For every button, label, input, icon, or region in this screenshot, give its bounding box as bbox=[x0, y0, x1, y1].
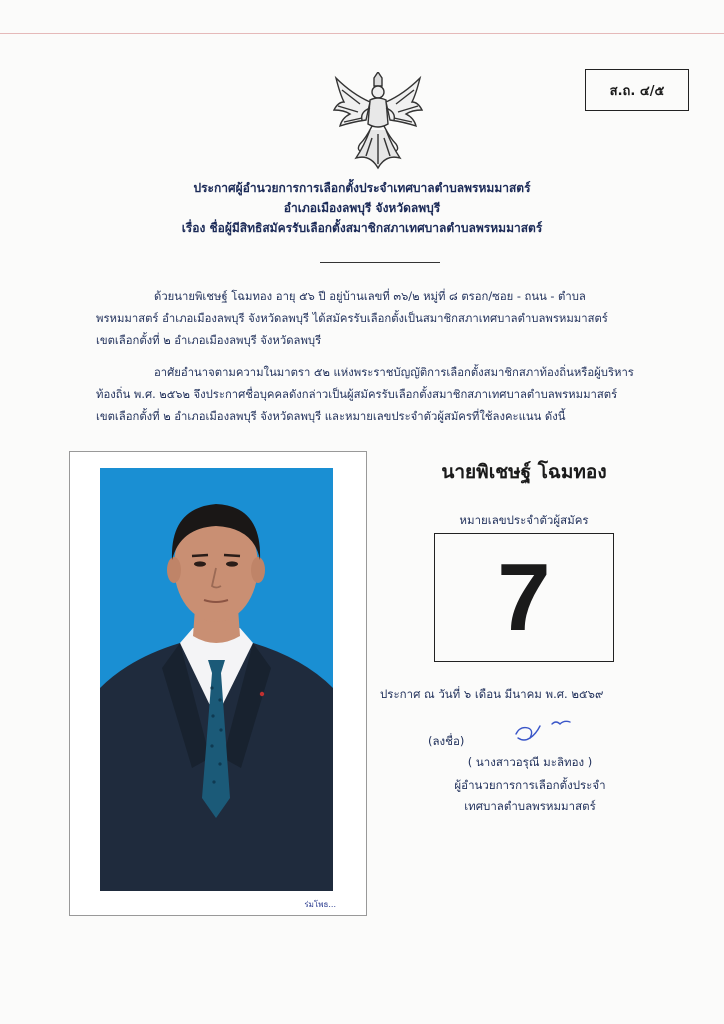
signer-name: ( นางสาวอรุณี มะลิทอง ) bbox=[467, 755, 593, 769]
paragraph-applicant bbox=[96, 286, 636, 352]
candidate-name: นายพิเชษฐ์ โฉมทอง bbox=[441, 461, 607, 483]
candidate-photo-frame bbox=[69, 451, 367, 916]
signature-label: (ลงชื่อ) bbox=[428, 734, 465, 748]
paragraph2-line2: ท้องถิ่น พ.ศ. ๒๕๖๒ จึงประกาศชื่อบุคคลดังกล่าวเป็นผู้สมัครรับเลือกตั้งสมาชิกสภาเทศบาลตำบลพรหมมาสตร์ bbox=[96, 388, 618, 401]
top-rule bbox=[0, 33, 724, 34]
signer-title-line1: ผู้อำนวยการการเลือกตั้งประจำ bbox=[454, 778, 606, 792]
handwritten-signature bbox=[510, 716, 590, 746]
paragraph1-line1: ด้วยนายพิเชษฐ์ โฉมทอง อายุ ๕๖ ปี อยู่บ้านเลขที่ ๓๖/๒ หมู่ที่ ๘ ตรอก/ซอย - ถนน - ตำบล bbox=[154, 290, 586, 303]
paragraph-authority bbox=[96, 362, 636, 428]
form-code: ส.ถ. ๔/๕ bbox=[609, 83, 665, 99]
paragraph2-line3: เขตเลือกตั้งที่ ๒ อำเภอเมืองลพบุรี จังหวัดลพบุรี และหมายเลขประจำตัวผู้สมัครที่ใช้ลงคะแนน ดังนี้ bbox=[96, 410, 566, 423]
candidate-photo bbox=[100, 468, 333, 891]
header-line-1: ประกาศผู้อำนวยการการเลือกตั้งประจำเทศบาลตำบลพรหมมาสตร์ bbox=[193, 181, 531, 195]
header-line-2: อำเภอเมืองลพบุรี จังหวัดลพบุรี bbox=[283, 201, 441, 215]
candidate-number: 7 bbox=[497, 543, 551, 651]
signer-title-line2: เทศบาลตำบลพรหมมาสตร์ bbox=[464, 799, 596, 813]
header-divider bbox=[320, 262, 440, 263]
photo-note: ร่มโพธ... bbox=[304, 900, 336, 909]
announcement-header bbox=[0, 178, 724, 238]
candidate-number-box bbox=[434, 533, 614, 662]
paragraph1-line3: เขตเลือกตั้งที่ ๒ อำเภอเมืองลพบุรี จังหวัดลพบุรี bbox=[96, 334, 322, 347]
candidate-number-label: หมายเลขประจำตัวผู้สมัคร bbox=[459, 513, 589, 527]
garuda-emblem-icon bbox=[330, 72, 426, 172]
header-line-3: เรื่อง ชื่อผู้มีสิทธิสมัครรับเลือกตั้งสมาชิกสภาเทศบาลตำบลพรหมมาสตร์ bbox=[181, 221, 543, 235]
paragraph2-line1: อาศัยอำนาจตามความในมาตรา ๕๒ แห่งพระราชบัญญัติการเลือกตั้งสมาชิกสภาท้องถิ่นหรือผู้บริหาร bbox=[154, 366, 634, 379]
paragraph1-line2: พรหมมาสตร์ อำเภอเมืองลพบุรี จังหวัดลพบุรี ได้สมัครรับเลือกตั้งเป็นสมาชิกสภาเทศบาลตำบลพรหมมาสตร์ bbox=[96, 312, 608, 325]
signer-title bbox=[380, 775, 680, 817]
form-code-box bbox=[585, 69, 689, 111]
announcement-date: ประกาศ ณ วันที่ ๖ เดือน มีนาคม พ.ศ. ๒๕๖๙ bbox=[380, 687, 604, 701]
